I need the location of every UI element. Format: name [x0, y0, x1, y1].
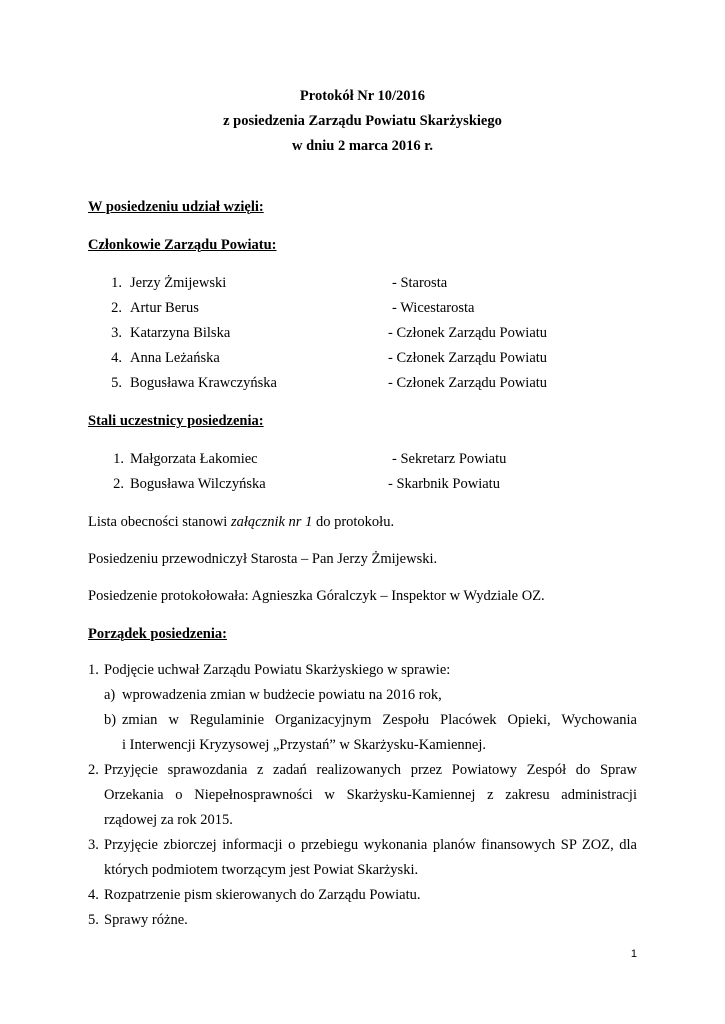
permanent-member-number: 1.: [113, 451, 124, 467]
agenda-item-number: 2.: [88, 762, 99, 778]
agenda-subitem-line: [122, 711, 637, 729]
agenda-item-text: Podjęcie uchwał Zarządu Powiatu Skarżyskiego w sprawie:: [104, 662, 451, 678]
agenda-item-text: Orzekania o Niepełnosprawności w Skarżysku-Kamiennej z zakresu administracji: [104, 787, 637, 803]
document-title: Protokół Nr 10/2016: [299, 88, 426, 104]
permanent-member-number: 2.: [113, 476, 124, 492]
board-member-name: Bogusława Krawczyńska: [130, 375, 277, 391]
agenda-item-number: 1.: [88, 662, 99, 678]
board-member-role: - Członek Zarządu Powiatu: [388, 325, 548, 341]
board-member-number: 3.: [111, 325, 122, 341]
agenda-item-line: [104, 836, 637, 854]
permanent-member-role: - Skarbnik Powiatu: [388, 476, 500, 492]
board-member-name: Jerzy Żmijewski: [130, 275, 227, 291]
agenda-item-text: Sprawy różne.: [104, 912, 188, 928]
document-date: w dniu 2 marca 2016 r.: [292, 138, 433, 154]
agenda-item-number: 4.: [88, 887, 99, 903]
permanent-member-role: - Sekretarz Powiatu: [392, 451, 507, 467]
agenda-subitem-letter: b): [104, 712, 117, 728]
agenda-item-text: rządowej za rok 2015.: [104, 812, 233, 828]
agenda-item-number: 3.: [88, 837, 99, 853]
agenda-item-text: których podmiotem tworzącym jest Powiat Skarżyski.: [104, 862, 419, 878]
agenda-item-text: Przyjęcie zbiorczej informacji o przebiegu wykonania planów finansowych SP ZOZ, dla: [104, 837, 637, 853]
attendance-list-post: do protokołu.: [312, 514, 395, 530]
permanent-member-name: Małgorzata Łakomiec: [130, 451, 258, 467]
agenda-item-line: [104, 786, 637, 804]
board-heading: Członkowie Zarządu Powiatu:: [88, 237, 277, 253]
document-subtitle: z posiedzenia Zarządu Powiatu Skarżyskiego: [223, 113, 502, 129]
attendance-heading: W posiedzeniu udział wzięli:: [88, 199, 264, 215]
board-member-number: 4.: [111, 350, 122, 366]
attendance-list-note: [88, 513, 394, 531]
permanent-member-name: Bogusława Wilczyńska: [130, 476, 266, 492]
agenda-subitem-text: wprowadzenia zmian w budżecie powiatu na 2016 rok,: [122, 687, 442, 703]
board-member-role: - Wicestarosta: [392, 300, 475, 316]
board-member-number: 2.: [111, 300, 122, 316]
board-member-role: - Członek Zarządu Powiatu: [388, 375, 548, 391]
board-member-role: - Członek Zarządu Powiatu: [388, 350, 548, 366]
agenda-heading: Porządek posiedzenia:: [88, 626, 227, 642]
board-member-name: Artur Berus: [130, 300, 199, 316]
agenda-item-line: [104, 761, 637, 779]
title-block: [0, 86, 725, 161]
board-member-role: - Starosta: [392, 275, 448, 291]
board-member-name: Anna Leżańska: [130, 350, 220, 366]
board-member-number: 5.: [111, 375, 122, 391]
page-number: 1: [630, 948, 637, 960]
agenda-subitem-text: i Interwencji Kryzysowej „Przystań” w Skarżysku-Kamiennej.: [122, 737, 486, 753]
board-member-name: Katarzyna Bilska: [130, 325, 231, 341]
agenda-subitem-text: zmian w Regulaminie Organizacyjnym Zespołu Placówek Opieki, Wychowania: [122, 712, 637, 728]
attendance-list-pre: Lista obecności stanowi: [88, 514, 231, 530]
minutes-note: Posiedzenie protokołowała: Agnieszka Góralczyk – Inspektor w Wydziale OZ.: [88, 588, 545, 604]
agenda-subitem-letter: a): [104, 687, 116, 703]
agenda-item-text: Przyjęcie sprawozdania z zadań realizowanych przez Powiatowy Zespół do Spraw: [104, 762, 637, 778]
agenda-item-text: Rozpatrzenie pism skierowanych do Zarządu Powiatu.: [104, 887, 421, 903]
chair-note: Posiedzeniu przewodniczył Starosta – Pan Jerzy Żmijewski.: [88, 551, 438, 567]
attachment-reference: załącznik nr 1: [230, 514, 313, 530]
permanent-heading: Stali uczestnicy posiedzenia:: [88, 413, 264, 429]
board-member-number: 1.: [111, 275, 122, 291]
agenda-item-number: 5.: [88, 912, 99, 928]
